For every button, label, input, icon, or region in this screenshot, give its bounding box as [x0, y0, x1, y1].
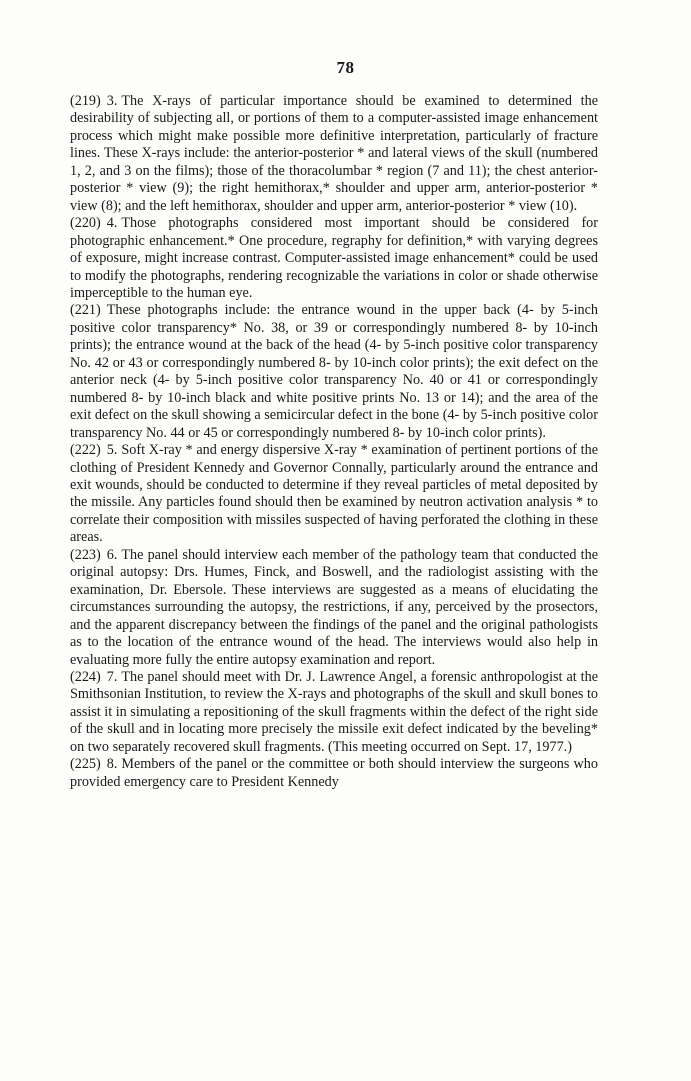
- paragraph-number: (224): [70, 668, 101, 685]
- paragraph-223: [70, 547, 598, 669]
- paragraph-text: The panel should meet with Dr. J. Lawrence Angel, a forensic anthropologist at the Smithsonian Institution, to review the X-rays and photographs of the skull and skull bones to assist it in simulating a repositioning of the skull fragments within the defect of the right side of the skull and in locating more precisely the missile exit defect indicated by the beveling* on two separately recovered skull fragments. (This meeting occurred on Sept. 17, 1977.): [70, 668, 598, 755]
- paragraph-number: (219): [70, 93, 101, 109]
- paragraph-number: (220): [70, 215, 101, 232]
- paragraph-222: [70, 442, 598, 547]
- paragraph-number: (221): [70, 302, 101, 319]
- paragraph-225: [70, 756, 598, 791]
- item-number: 5.: [106, 442, 118, 459]
- item-number: 8.: [106, 756, 118, 773]
- paragraph-219: [70, 93, 598, 215]
- paragraph-224: [70, 669, 598, 756]
- paragraph-text: Soft X-ray * and energy dispersive X-ray * examination of pertinent portions of the clothing of President Kennedy and Governor Connally, particularly around the entrance and exit wounds, should be conducted to determine if they reveal particles of metal deposited by the missile. Any particles found should then be examined by neutron activation analysis * to correlate their composition with missiles suspected of having perforated the clothing in these areas.: [70, 442, 598, 546]
- paragraph-text: Those photographs considered most important should be considered for photographic enhancement.* One procedure, regraphy for definition,* with varying degrees of exposure, might increase contrast. Computer-assisted image enhancement* could be used to modify the photographs, rendering recognizable the variations in color or shade otherwise imperceptible to the human eye.: [70, 215, 598, 301]
- paragraph-220: [70, 215, 598, 302]
- paragraph-text: The panel should interview each member of the pathology team that conducted the original autopsy: Drs. Humes, Finck, and Boswell, and the radiologist assisting with the examination, Dr. Ebersole. These interviews are suggested as a means of elucidating the circumstances surrounding the autopsy, the restrictions, if any, perceived by the prosectors, and the apparent discrepancy between the findings of the panel and the original pathologists as to the location of the entrance wound of the head. The interviews would also help in evaluating more fully the entire autopsy examination and report.: [70, 546, 598, 668]
- item-number: 7.: [106, 668, 118, 685]
- paragraph-number: (222): [70, 442, 101, 459]
- paragraph-text: Members of the panel or the committee or both should interview the surgeons who provided emergency care to President Kennedy: [70, 756, 598, 790]
- paragraph-number: (225): [70, 756, 101, 773]
- item-number: 3.: [106, 93, 118, 109]
- paragraph-text: These photographs include: the entrance wound in the upper back (4- by 5-inch positive color transparency* No. 38, or 39 or correspondingly numbered 8- by 10-inch prints); the entrance wound at the back of the head (4- by 5-inch positive color transparency No. 42 or 43 or correspondingly numbered 8- by 10-inch color prints); the exit defect on the anterior neck (4- by 5-inch positive color transparency No. 40 or 41 or correspondingly numbered 8- by 10-inch black and white positive prints No. 13 or 14); and the area of the exit defect on the skull showing a semicircular defect in the bone (4- by 5-inch positive color transparency No. 44 or 45 or correspondingly numbered 8- by 10-inch color prints).: [70, 302, 598, 441]
- page-number: 78: [336, 58, 355, 77]
- item-number: 4.: [106, 215, 118, 232]
- paragraph-number: (223): [70, 546, 101, 563]
- paragraph-221: [70, 302, 598, 442]
- paragraph-text: The X-rays of particular importance should be examined to determined the desirability of subjecting all, or portions of them to a computer-assisted image enhancement process which might make possible more definitive interpretation, particularly of fracture lines. These X-rays include: the anterior-posterior * and lateral views of the skull (numbered 1, 2, and 3 on the films); those of the thoracolumbar * region (7 and 11); the chest anterior-posterior * view (9); the right hemithorax,* shoulder and upper arm, anterior-posterior * view (8); and the left hemithorax, shoulder and upper arm, anterior-posterior * view (10).: [70, 93, 598, 214]
- body-text: [70, 93, 598, 791]
- item-number: 6.: [106, 546, 118, 563]
